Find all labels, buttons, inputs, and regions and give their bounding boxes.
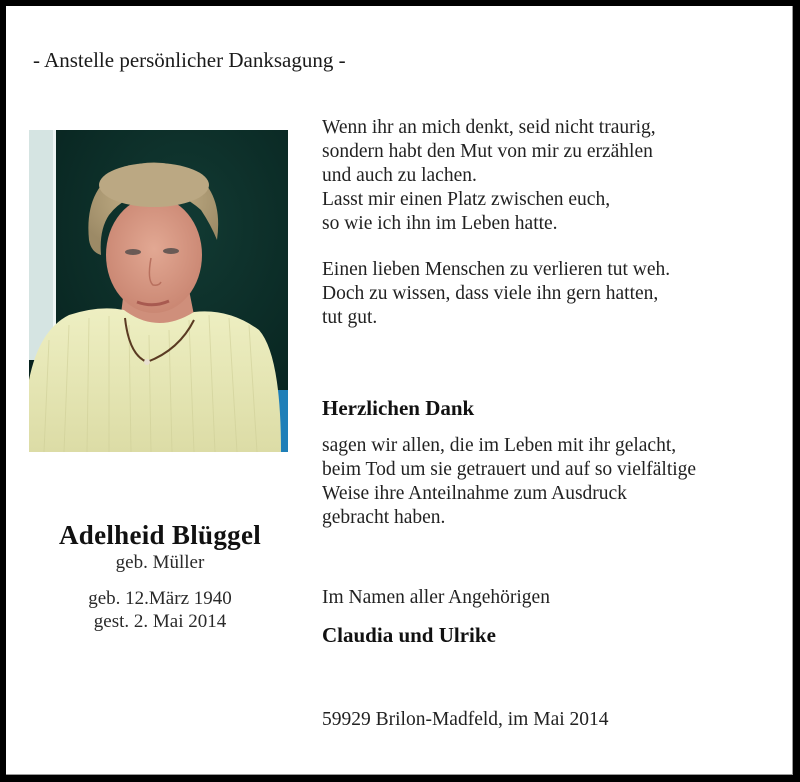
- poem-line: sondern habt den Mut von mir zu erzählen: [322, 141, 653, 162]
- poem-line: Doch zu wissen, dass viele ihn gern hatten,: [322, 283, 659, 304]
- on-behalf-line: Im Namen aller Angehörigen: [322, 587, 550, 608]
- place-and-date: 59929 Brilon-Madfeld, im Mai 2014: [322, 709, 609, 730]
- life-dates: [10, 587, 310, 633]
- portrait-photo: [29, 130, 288, 452]
- poem-line: Wenn ihr an mich denkt, seid nicht traurig,: [322, 117, 656, 138]
- deceased-name: Adelheid Blüggel: [58, 520, 262, 550]
- death-date: gest. 2. Mai 2014: [93, 611, 227, 632]
- thanks-text: [322, 434, 782, 530]
- thanks-heading: Herzlichen Dank: [322, 396, 475, 420]
- portrait-image: [29, 130, 288, 452]
- deceased-info: [10, 519, 310, 633]
- poem: [322, 116, 782, 330]
- poem-stanza-2: [322, 258, 782, 330]
- signers: Claudia und Ulrike: [322, 623, 496, 647]
- poem-line: Einen lieben Menschen zu verlieren tut weh.: [322, 259, 671, 280]
- poem-line: Lasst mir einen Platz zwischen euch,: [322, 189, 611, 210]
- obituary-card: [6, 6, 793, 775]
- birth-date: geb. 12.März 1940: [88, 588, 232, 609]
- thanks-line: sagen wir allen, die im Leben mit ihr gelacht,: [322, 435, 677, 456]
- poem-line: und auch zu lachen.: [322, 165, 477, 186]
- thanks-line: gebracht haben.: [322, 507, 446, 528]
- maiden-name: geb. Müller: [115, 552, 205, 573]
- poem-line: so wie ich ihn im Leben hatte.: [322, 213, 558, 234]
- header-line: - Anstelle persönlicher Danksagung -: [33, 48, 346, 72]
- thanks-line: beim Tod um sie getrauert und auf so vielfältige: [322, 459, 697, 480]
- poem-line: tut gut.: [322, 307, 378, 328]
- poem-stanza-1: [322, 116, 782, 236]
- thanks-line: Weise ihre Anteilnahme zum Ausdruck: [322, 483, 627, 504]
